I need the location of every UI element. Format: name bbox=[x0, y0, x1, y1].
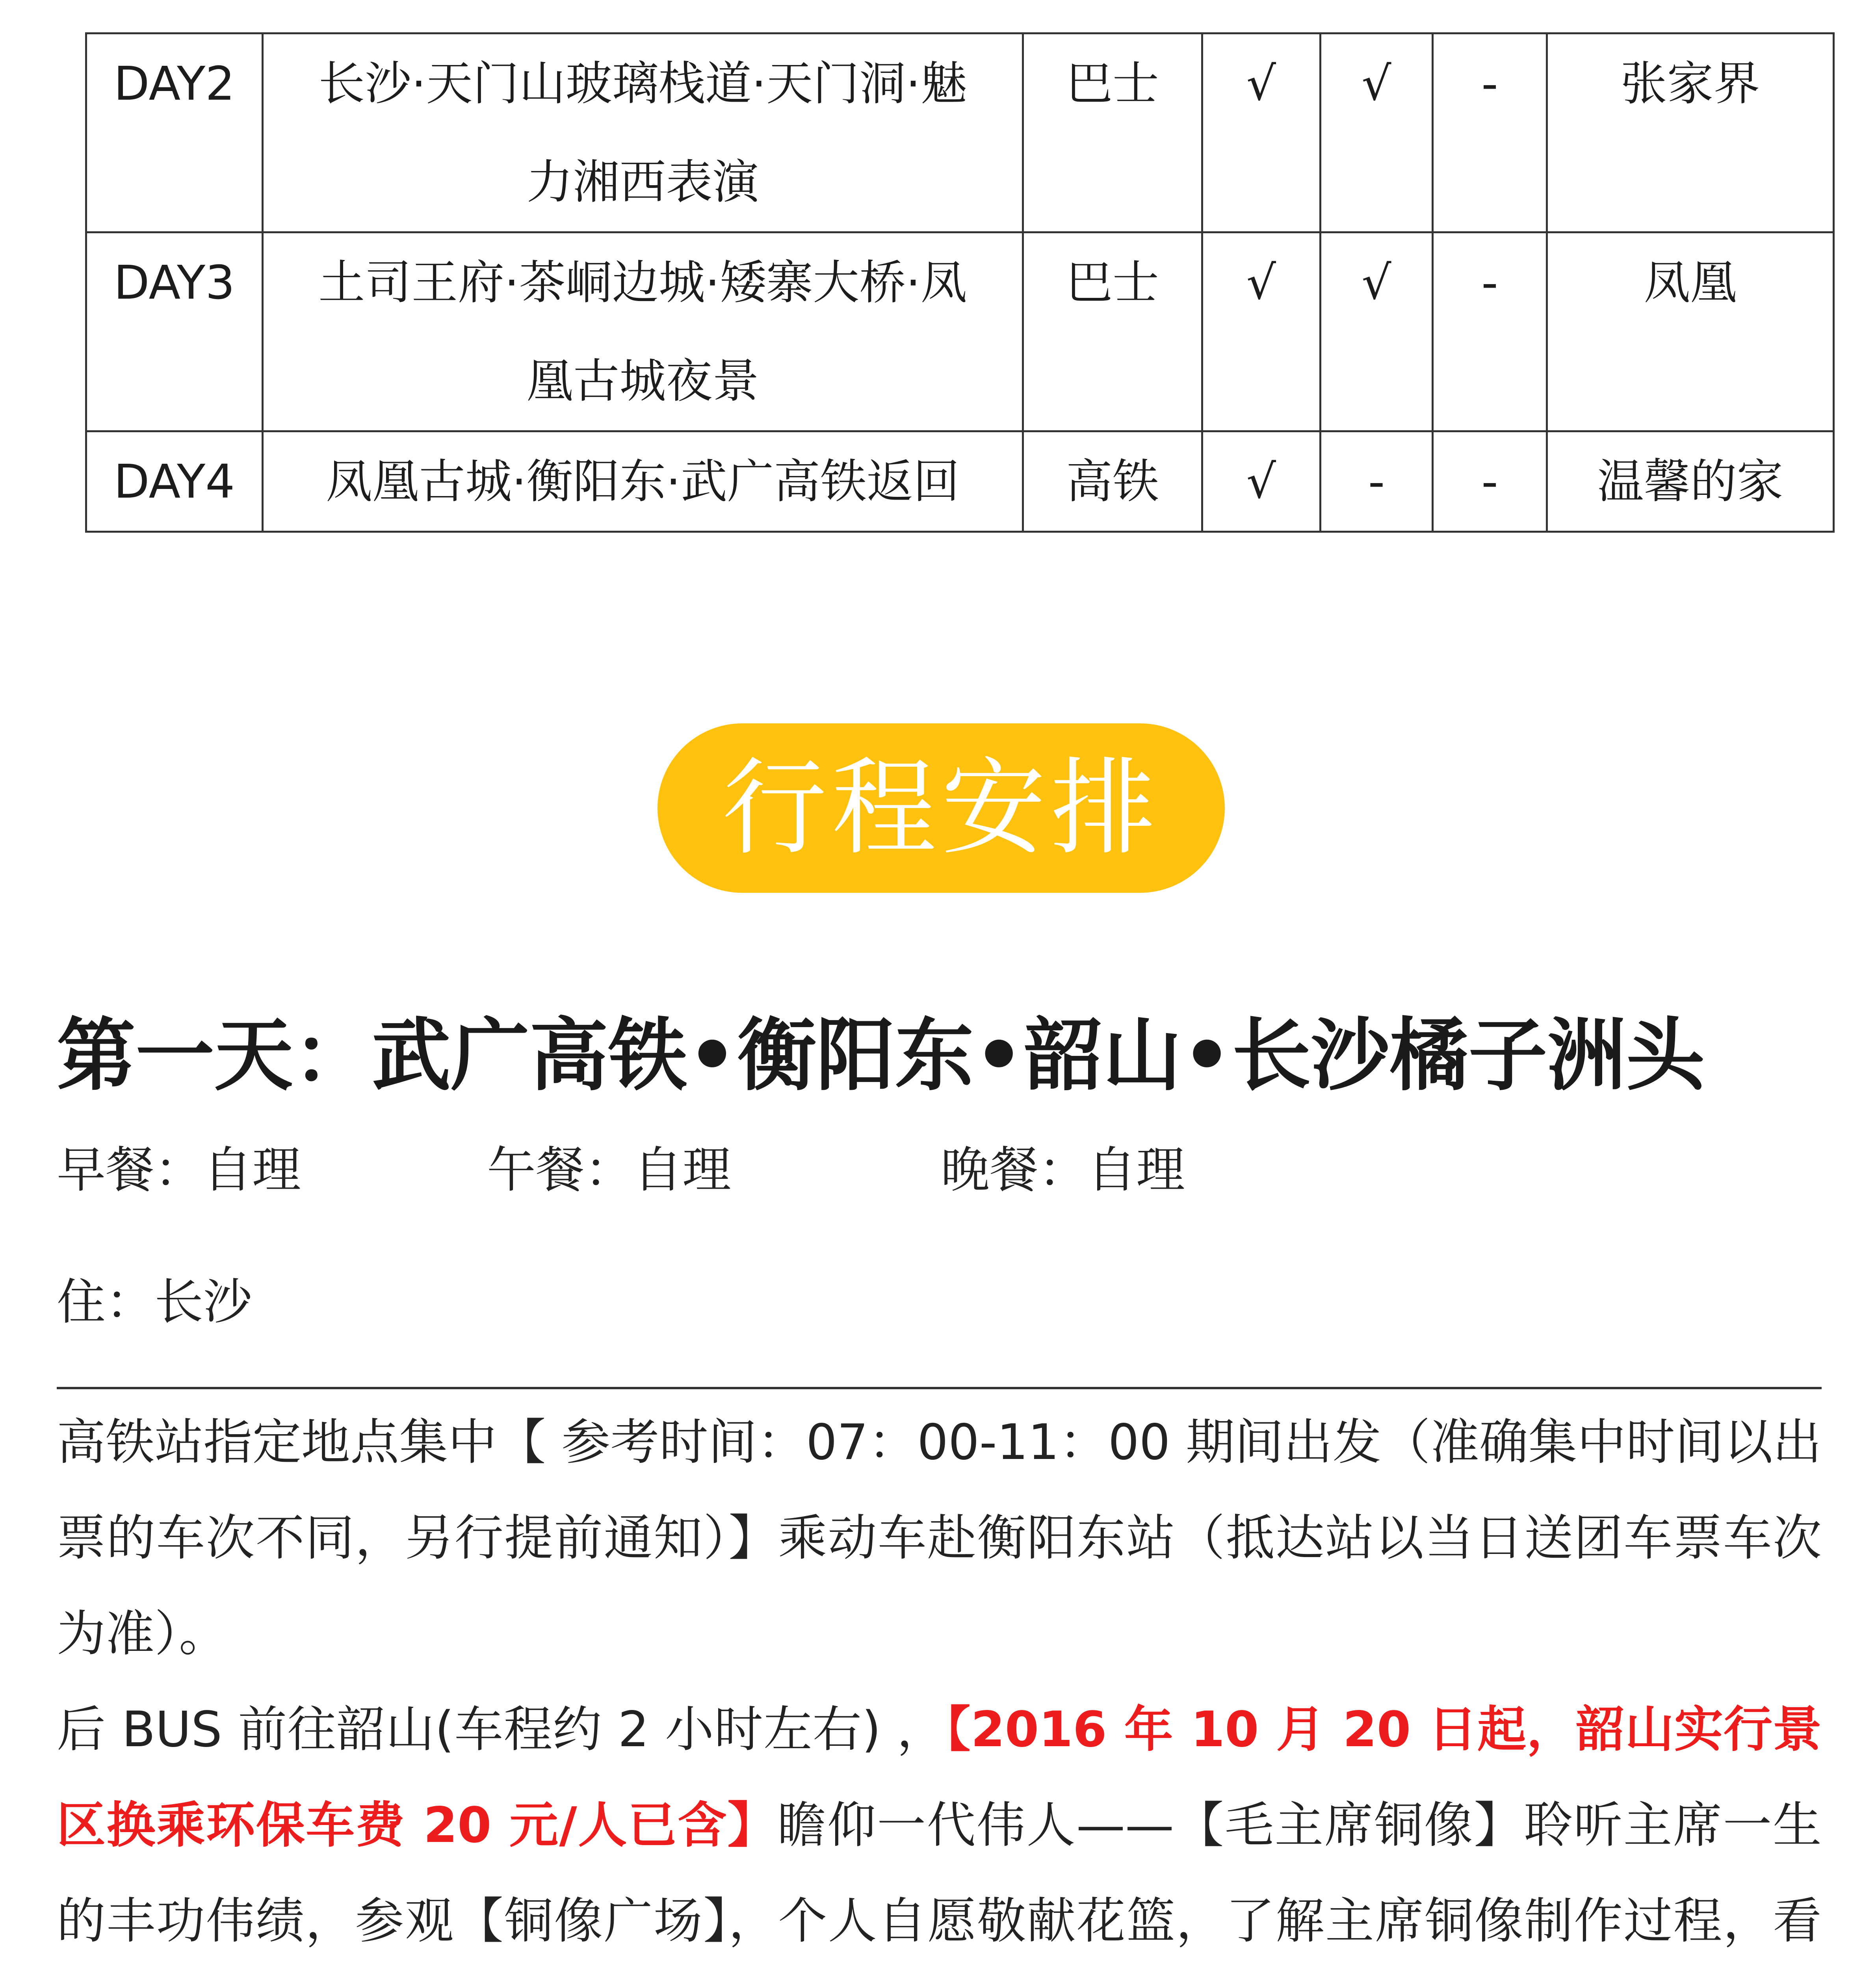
lunch-cell: √ bbox=[1321, 33, 1433, 232]
day-cell: DAY4 bbox=[86, 431, 263, 532]
route-cell: 凤凰古城·衡阳东·武广高铁返回 bbox=[263, 431, 1023, 532]
dinner-cell: - bbox=[1433, 33, 1547, 232]
stay-cell: 张家界 bbox=[1547, 33, 1834, 232]
transport-cell: 高铁 bbox=[1023, 431, 1202, 532]
section-banner: 行程安排 bbox=[658, 723, 1225, 893]
lunch-cell: - bbox=[1321, 431, 1433, 532]
stay-cell: 凤凰 bbox=[1547, 232, 1834, 431]
dinner-info: 晚餐：自理 bbox=[941, 1142, 1185, 1199]
transport-cell: 巴士 bbox=[1023, 33, 1202, 232]
breakfast-cell: √ bbox=[1202, 431, 1321, 532]
day-title: 第一天：武广高铁•衡阳东•韶山•长沙橘子洲头 bbox=[57, 1010, 1705, 1102]
route-cell: 土司王府·茶峒边城·矮寨大桥·凤 凰古城夜景 bbox=[263, 232, 1023, 431]
dinner-cell: - bbox=[1433, 232, 1547, 431]
breakfast-info: 早餐：自理 bbox=[57, 1142, 301, 1199]
accommodation-info: 住：长沙 bbox=[57, 1274, 253, 1331]
table-row bbox=[86, 232, 1834, 431]
itinerary-description bbox=[57, 1395, 1822, 1970]
breakfast-cell: √ bbox=[1202, 232, 1321, 431]
day-cell: DAY2 bbox=[86, 33, 263, 232]
table-row bbox=[86, 431, 1834, 532]
itinerary-table bbox=[85, 32, 1835, 533]
dinner-cell: - bbox=[1433, 431, 1547, 532]
paragraph: 后 BUS 前往韶山(车程约 2 小时左右) ，【2016 年 10 月 20 日起，韶山实行景区换乘环保车费 20 元/人已含】瞻仰一代伟人——【毛主席铜像】聆听主席一生的丰功伟绩，参观【铜像广场】，个人自愿敬献花篮，了解主席铜像制作过程，看 bbox=[57, 1701, 1822, 1950]
day-cell: DAY3 bbox=[86, 232, 263, 431]
lunch-cell: √ bbox=[1321, 232, 1433, 431]
lunch-info: 午餐：自理 bbox=[487, 1142, 732, 1199]
route-cell: 长沙·天门山玻璃栈道·天门洞·魅 力湘西表演 bbox=[263, 33, 1023, 232]
stay-cell: 温馨的家 bbox=[1547, 431, 1834, 532]
breakfast-cell: √ bbox=[1202, 33, 1321, 232]
highlight-notice: 【2016 年 10 月 20 日起，韶山实行景区换乘环保车费 20 元/人已含】 bbox=[57, 1701, 1822, 1854]
divider bbox=[57, 1387, 1822, 1389]
transport-cell: 巴士 bbox=[1023, 232, 1202, 431]
paragraph: 高铁站指定地点集中【 参考时间：07：00-11：00 期间出发（准确集中时间以出票的车次不同，另行提前通知）】乘动车赴衡阳东站（抵达站以当日送团车票车次为准）。 bbox=[57, 1414, 1822, 1662]
table-row bbox=[86, 33, 1834, 232]
